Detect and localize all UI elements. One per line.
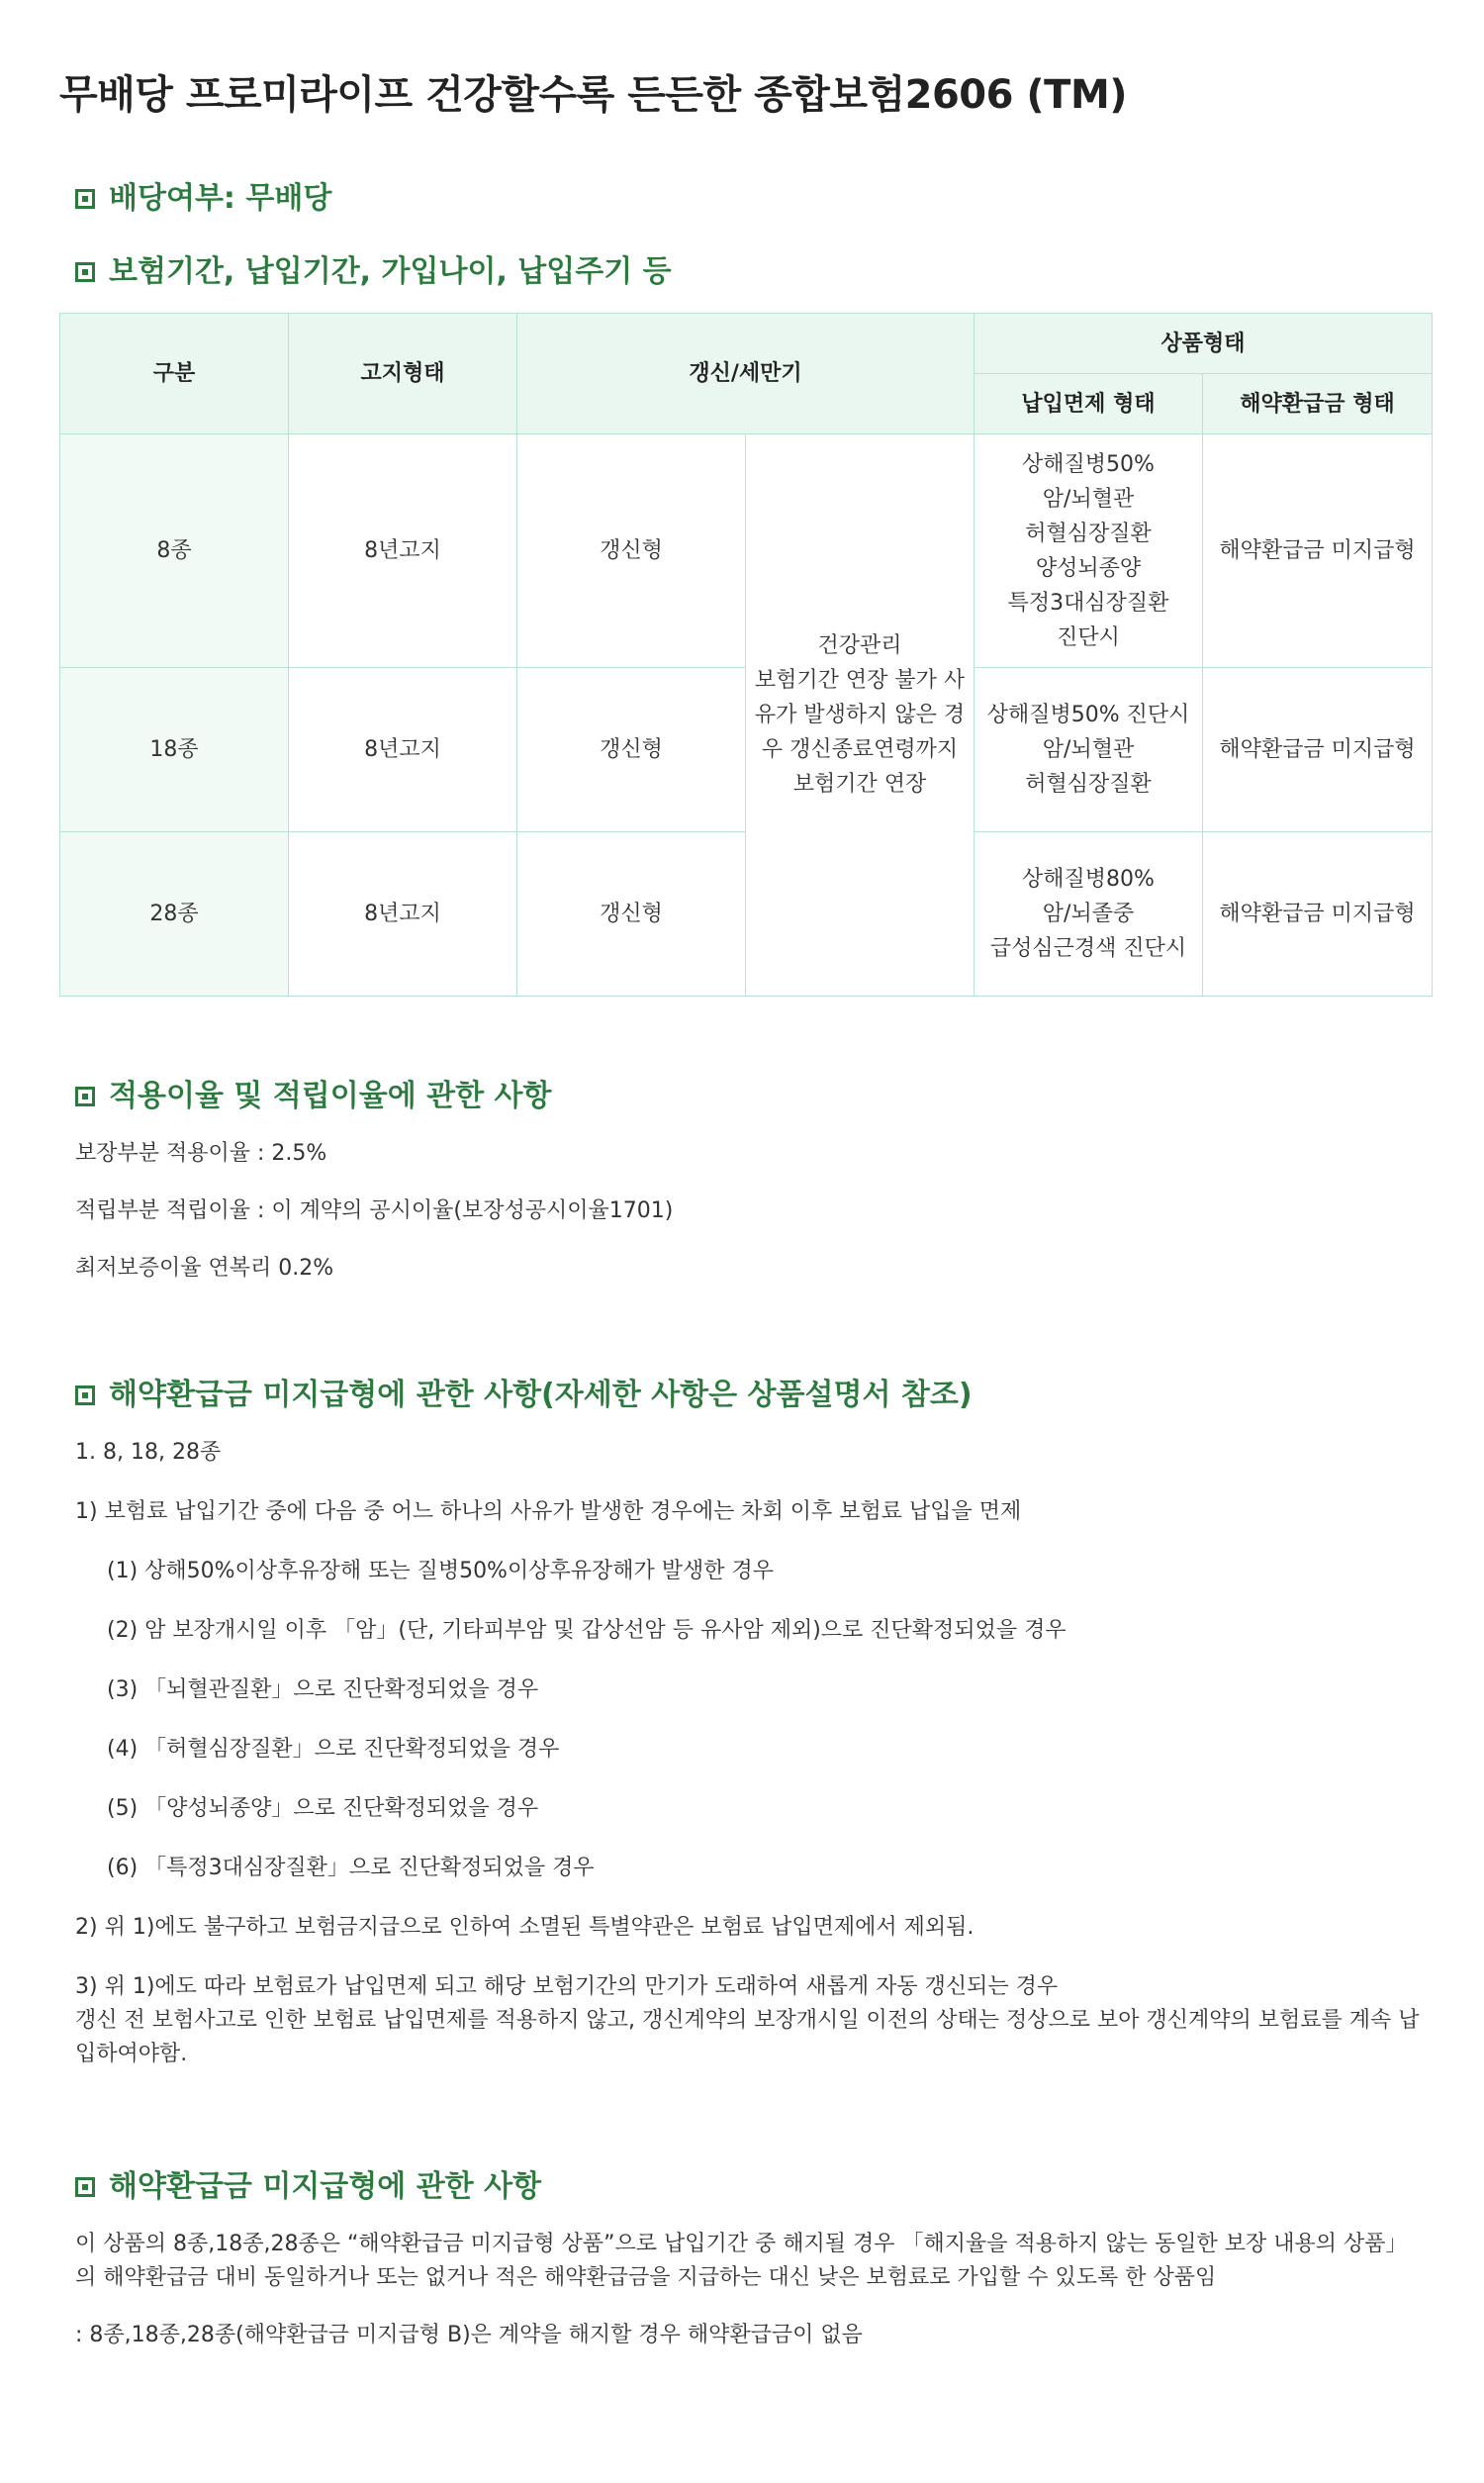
sub-item: (5) 「양성뇌종양」으로 진단확정되었을 경우 xyxy=(107,1796,539,1821)
sub-item: (1) 상해50%이상후유장해 또는 질병50%이상후유장해가 발생한 경우 xyxy=(107,1559,774,1583)
section-nonrefund-detail-label: 해약환급금 미지급형에 관한 사항(자세한 사항은 상품설명서 참조) xyxy=(109,1378,973,1412)
sub-item: (6) 「특정3대심장질환」으로 진단확정되었을 경우 xyxy=(107,1856,595,1880)
paragraph: : 8종,18종,28종(해약환급금 미지급형 B)은 계약을 해지할 경우 해약환급금이 없음 xyxy=(75,2323,863,2347)
cell-type: 18종 xyxy=(60,668,289,832)
section-period-label: 보험기간, 납입기간, 가입나이, 납입주기 등 xyxy=(109,254,672,289)
table-header-row xyxy=(60,314,1433,374)
interest-line: 최저보증이율 연복리 0.2% xyxy=(75,1256,334,1281)
square-bullet-icon xyxy=(75,1385,95,1405)
paragraph: 이 상품의 8종,18종,28종은 “해약환급금 미지급형 상품”으로 납입기간 중 해지될 경우 「해지율을 적용하지 않는 동일한 보장 내용의 상품」의 해약환급금 대비 동일하거나 또는 없거나 적은 해약환급금을 지급하는 대신 낮은 보험료로 가입할 수 있도록 한 상품임 xyxy=(75,2232,1408,2290)
cell-refund: 해약환급금 미지급형 xyxy=(1203,832,1433,997)
section-period xyxy=(59,251,1425,293)
list-item: 1. 8, 18, 28종 xyxy=(75,1440,222,1465)
section-interest-label: 적용이율 및 적립이율에 관한 사항 xyxy=(109,1079,552,1113)
section-dividend xyxy=(59,178,1425,220)
square-bullet-icon xyxy=(75,2177,95,2197)
list-item: 2) 위 1)에도 불구하고 보험금지급으로 인하여 소멸된 특별약관은 보험료 납입면제에서 제외됨. xyxy=(75,1915,974,1940)
cell-renewal: 갱신형 xyxy=(517,434,746,668)
interest-line: 적립부분 적립이율 : 이 계약의 공시이율(보장성공시이율1701) xyxy=(75,1198,674,1223)
header-product: 상품형태 xyxy=(974,314,1433,374)
cell-refund: 해약환급금 미지급형 xyxy=(1203,668,1433,832)
cell-notice: 8년고지 xyxy=(289,668,517,832)
list-item: 3) 위 1)에도 따라 보험료가 납입면제 되고 해당 보험기간의 만기가 도래하여 새롭게 자동 갱신되는 경우 xyxy=(75,1974,1059,1999)
cell-renewal: 갱신형 xyxy=(517,668,746,832)
cell-renewal-note: 건강관리 보험기간 연장 불가 사유가 발생하지 않은 경우 갱신종료연령까지 보험기간 연장 xyxy=(746,434,974,997)
header-refund: 해약환급금 형태 xyxy=(1203,374,1433,434)
cell-renewal: 갱신형 xyxy=(517,832,746,997)
cell-type: 28종 xyxy=(60,832,289,997)
list-item: 갱신 전 보험사고로 인한 보험료 납입면제를 적용하지 않고, 갱신계약의 보장개시일 이전의 상태는 정상으로 보아 갱신계약의 보험료를 계속 납입하여야함. xyxy=(75,2008,1420,2066)
header-type: 구분 xyxy=(60,314,289,434)
cell-waiver: 상해질병50% 진단시 암/뇌혈관 허혈심장질환 xyxy=(974,668,1203,832)
cell-refund: 해약환급금 미지급형 xyxy=(1203,434,1433,668)
list-item: 1) 보험료 납입기간 중에 다음 중 어느 하나의 사유가 발생한 경우에는 차회 이후 보험료 납입을 면제 xyxy=(75,1499,1022,1524)
section-nonrefund xyxy=(59,2166,1425,2208)
header-renewal: 갱신/세만기 xyxy=(517,314,974,434)
header-notice: 고지형태 xyxy=(289,314,517,434)
section-nonrefund-label: 해약환급금 미지급형에 관한 사항 xyxy=(109,2169,542,2204)
square-bullet-icon xyxy=(75,262,95,282)
section-nonrefund-detail xyxy=(59,1375,1425,1416)
cell-notice: 8년고지 xyxy=(289,832,517,997)
section-interest xyxy=(59,1076,1425,1117)
sub-item: (3) 「뇌혈관질환」으로 진단확정되었을 경우 xyxy=(107,1677,539,1702)
table-row xyxy=(60,434,1433,668)
cell-notice: 8년고지 xyxy=(289,434,517,668)
cell-waiver: 상해질병80% 암/뇌졸중 급성심근경색 진단시 xyxy=(974,832,1203,997)
cell-waiver: 상해질병50% 암/뇌혈관 허혈심장질환 양성뇌종양 특정3대심장질환 진단시 xyxy=(974,434,1203,668)
square-bullet-icon xyxy=(75,1087,95,1106)
square-bullet-icon xyxy=(75,189,95,209)
header-waiver: 납입면제 형태 xyxy=(974,374,1203,434)
sub-item: (4) 「허혈심장질환」으로 진단확정되었을 경우 xyxy=(107,1737,560,1762)
section-dividend-label: 배당여부: 무배당 xyxy=(109,181,332,216)
sub-item: (2) 암 보장개시일 이후 「암」(단, 기타피부암 및 갑상선암 등 유사암 제외)으로 진단확정되었을 경우 xyxy=(107,1618,1067,1643)
cell-type: 8종 xyxy=(60,434,289,668)
page-title: 무배당 프로미라이프 건강할수록 든든한 종합보험2606 (TM) xyxy=(59,72,1128,118)
interest-line: 보장부분 적용이율 : 2.5% xyxy=(75,1141,327,1166)
product-table xyxy=(59,313,1433,997)
